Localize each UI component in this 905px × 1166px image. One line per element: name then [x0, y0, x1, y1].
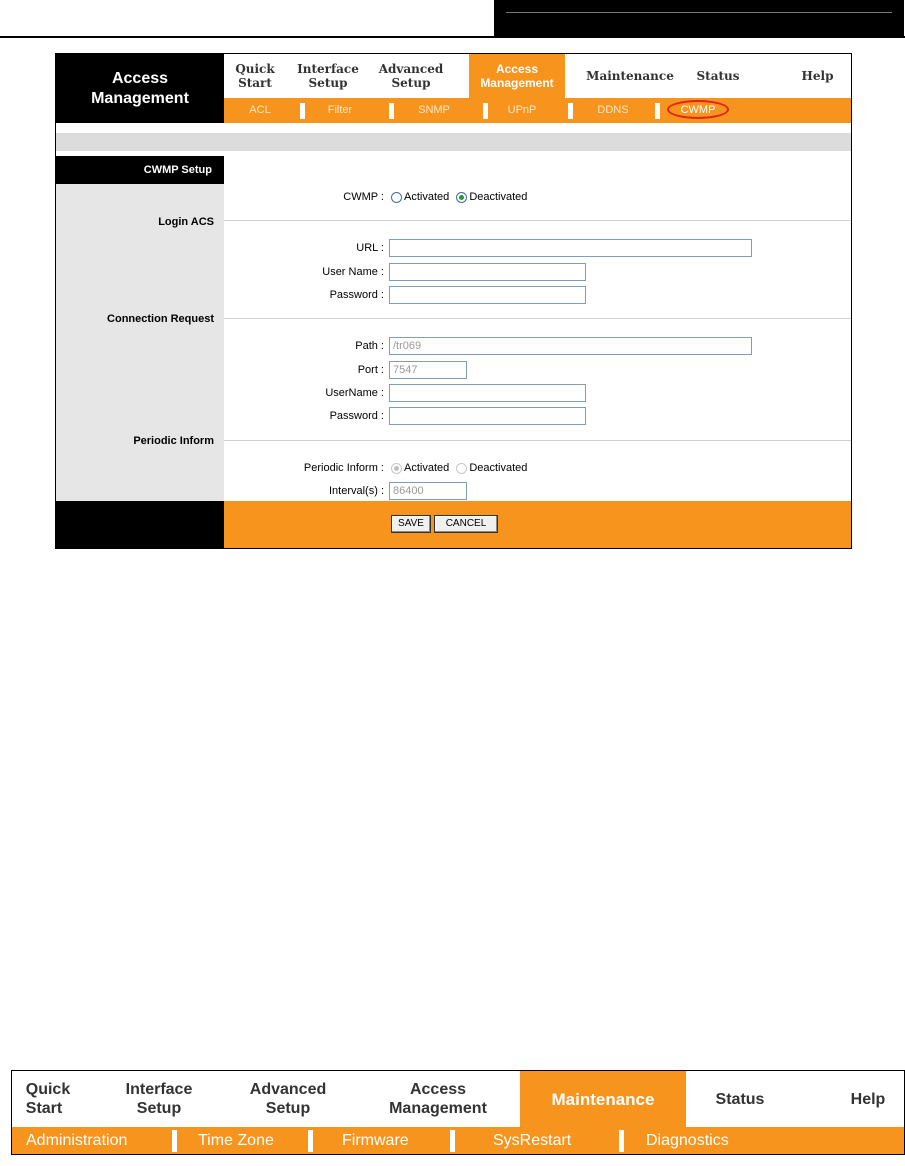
- subnav-separator: [300, 103, 305, 119]
- subnav-separator: [568, 103, 573, 119]
- conn-username-label: UserName :: [325, 387, 384, 399]
- section-label-column: [56, 156, 224, 501]
- save-button[interactable]: SAVE: [391, 515, 431, 533]
- acs-url-input[interactable]: [389, 239, 752, 257]
- subnav-separator: [308, 1130, 313, 1152]
- subnav-diagnostics[interactable]: Diagnostics: [646, 1132, 729, 1149]
- nav-maintenance[interactable]: Maintenance: [520, 1071, 686, 1127]
- nav-status[interactable]: Status: [696, 69, 740, 83]
- section-divider: [224, 440, 851, 441]
- conn-password-label: Password :: [329, 410, 384, 422]
- subnav-separator: [483, 103, 488, 119]
- maintenance-sub-nav: [12, 1127, 904, 1154]
- section-divider: [224, 220, 851, 221]
- subnav-snmp[interactable]: SNMP: [418, 104, 450, 116]
- connection-username-input[interactable]: [389, 384, 586, 402]
- interval-input[interactable]: [389, 482, 467, 500]
- sub-nav: [224, 98, 851, 123]
- brand-title: [56, 54, 224, 123]
- cwmp-label: CWMP :: [343, 191, 384, 203]
- connection-request-heading: Connection Request: [107, 313, 214, 325]
- login-acs-heading: Login ACS: [158, 216, 214, 228]
- subnav-acl[interactable]: ACL: [249, 104, 271, 116]
- subnav-firmware[interactable]: Firmware: [342, 1132, 409, 1149]
- subnav-separator: [172, 1130, 177, 1152]
- nav-quick-start[interactable]: Quick Start: [25, 1081, 71, 1117]
- nav-quick-start[interactable]: Quick Start: [235, 62, 275, 90]
- document-header-bar: [494, 0, 904, 36]
- username-label: User Name :: [322, 266, 384, 278]
- nav-maintenance[interactable]: Maintenance: [586, 69, 674, 83]
- periodic-inform-radio-group: Activated Deactivated: [391, 458, 531, 478]
- subnav-ddns[interactable]: DDNS: [597, 104, 629, 116]
- connection-password-input[interactable]: [389, 407, 586, 425]
- nav-help[interactable]: Help: [850, 1090, 886, 1108]
- connection-path-input[interactable]: [389, 337, 752, 355]
- subnav-filter[interactable]: Filter: [327, 104, 353, 116]
- nav-advanced-setup[interactable]: Advanced Setup: [249, 1081, 327, 1117]
- brand-label: Access Management: [91, 70, 189, 107]
- connection-port-input[interactable]: [389, 361, 467, 379]
- subnav-separator: [389, 103, 394, 119]
- password-label: Password :: [329, 289, 384, 301]
- subnav-upnp[interactable]: UPnP: [507, 104, 537, 116]
- periodic-inform-heading: Periodic Inform: [133, 435, 214, 447]
- subnav-separator: [655, 103, 660, 119]
- cwmp-settings-panel: [55, 53, 852, 549]
- nav-interface-setup[interactable]: Interface Setup: [297, 62, 359, 90]
- cwmp-setup-heading: CWMP Setup: [56, 156, 224, 184]
- footer-left-block: [56, 501, 224, 548]
- subnav-separator: [450, 1130, 455, 1152]
- subnav-cwmp[interactable]: CWMP: [673, 101, 723, 120]
- periodic-deactivated-radio[interactable]: [456, 463, 467, 474]
- subnav-sysrestart[interactable]: SysRestart: [493, 1132, 572, 1149]
- path-label: Path :: [355, 340, 384, 352]
- section-divider: [224, 318, 851, 319]
- periodic-inform-label: Periodic Inform :: [303, 462, 384, 474]
- nav-status[interactable]: Status: [715, 1090, 765, 1108]
- url-label: URL :: [356, 242, 384, 254]
- spacer-band: [56, 133, 851, 151]
- document-header-rule: [0, 36, 905, 38]
- cwmp-activated-radio[interactable]: [391, 192, 402, 203]
- nav-help[interactable]: Help: [801, 69, 834, 83]
- port-label: Port :: [357, 364, 384, 376]
- cwmp-radio-group: Activated Deactivated: [391, 187, 531, 207]
- subnav-separator: [619, 1130, 624, 1152]
- interval-label: Interval(s) :: [328, 485, 384, 497]
- nav-access-management[interactable]: Access Management: [469, 54, 565, 98]
- nav-access-management[interactable]: Access Management: [389, 1081, 487, 1117]
- footer-action-bar: [224, 501, 851, 548]
- cancel-button[interactable]: CANCEL: [434, 515, 498, 533]
- subnav-administration[interactable]: Administration: [26, 1132, 128, 1149]
- cwmp-deactivated-radio[interactable]: [456, 192, 467, 203]
- nav-interface-setup[interactable]: Interface Setup: [125, 1081, 193, 1117]
- acs-username-input[interactable]: [389, 263, 586, 281]
- nav-advanced-setup[interactable]: Advanced Setup: [378, 62, 444, 90]
- maintenance-nav-panel: [11, 1070, 905, 1155]
- subnav-time-zone[interactable]: Time Zone: [198, 1132, 274, 1149]
- highlight-ring: [667, 100, 729, 119]
- acs-password-input[interactable]: [389, 286, 586, 304]
- periodic-activated-radio[interactable]: [391, 463, 402, 474]
- main-nav: [224, 54, 851, 98]
